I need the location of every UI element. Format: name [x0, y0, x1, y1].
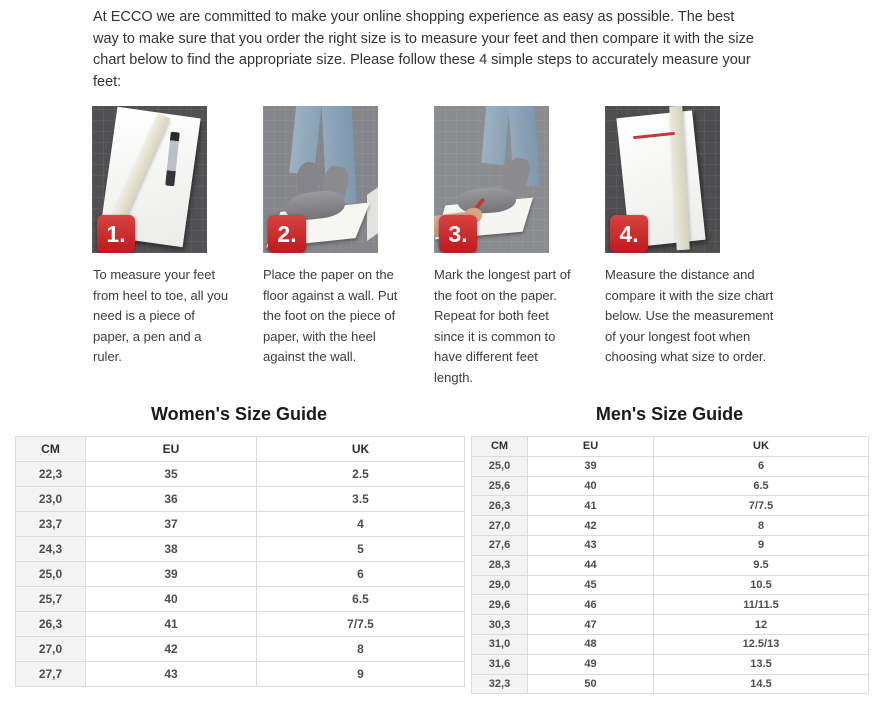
- mens-size-table: [471, 436, 869, 694]
- table-cell: 6: [654, 456, 869, 476]
- table-row: [472, 595, 869, 615]
- table-cell: 31,6: [472, 654, 528, 674]
- column-header: UK: [654, 437, 869, 457]
- table-cell: 29,0: [472, 575, 528, 595]
- table-cell: 12.5/13: [654, 634, 869, 654]
- table-cell: 37: [86, 512, 257, 537]
- column-header: UK: [257, 437, 465, 462]
- table-cell: 47: [528, 615, 654, 635]
- table-cell: 9: [654, 535, 869, 555]
- table-row: [16, 612, 465, 637]
- table-row: [472, 634, 869, 654]
- table-header-row: [16, 437, 465, 462]
- table-cell: 39: [86, 562, 257, 587]
- table-cell: 50: [528, 674, 654, 694]
- table-row: [16, 662, 465, 687]
- table-header-row: [472, 437, 869, 457]
- table-cell: 8: [257, 637, 465, 662]
- table-cell: 38: [86, 537, 257, 562]
- table-row: [16, 537, 465, 562]
- table-row: [472, 456, 869, 476]
- table-cell: 26,3: [16, 612, 86, 637]
- intro-paragraph: At ECCO we are committed to make your online shopping experience as easy as possible. The best way to make sure that you order the right size is to measure your feet and then compare it with the size chart below to find the appropriate size. Please follow these 4 simple steps to accurately measure your feet:: [93, 9, 754, 90]
- step-4-photo: [605, 106, 720, 253]
- column-header: CM: [472, 437, 528, 457]
- column-header: EU: [528, 437, 654, 457]
- table-cell: 23,7: [16, 512, 86, 537]
- table-cell: 4: [257, 512, 465, 537]
- table-cell: 35: [86, 462, 257, 487]
- step-4-caption: Measure the distance and compare it with the size chart below. Use the measurement of your longest foot when choosing what size to order.: [605, 267, 774, 364]
- table-cell: 9.5: [654, 555, 869, 575]
- table-cell: 9: [257, 662, 465, 687]
- column-header: CM: [16, 437, 86, 462]
- table-cell: 32,3: [472, 674, 528, 694]
- step-3-caption: Mark the longest part of the foot on the paper. Repeat for both feet since it is common to have different feet length.: [434, 267, 571, 385]
- step-1-photo: [92, 106, 207, 253]
- step-2-photo: [263, 106, 378, 253]
- table-cell: 43: [86, 662, 257, 687]
- table-cell: 23,0: [16, 487, 86, 512]
- step-1-number-badge: 1.: [97, 215, 135, 253]
- table-cell: 6: [257, 562, 465, 587]
- table-cell: 40: [528, 476, 654, 496]
- table-cell: 45: [528, 575, 654, 595]
- table-cell: 30,3: [472, 615, 528, 635]
- table-cell: 11/11.5: [654, 595, 869, 615]
- table-cell: 6.5: [257, 587, 465, 612]
- step-1-caption: To measure your feet from heel to toe, all you need is a piece of paper, a pen and a ruler.: [93, 267, 229, 364]
- table-row: [16, 637, 465, 662]
- table-cell: 8: [654, 516, 869, 536]
- table-row: [472, 476, 869, 496]
- table-cell: 29,6: [472, 595, 528, 615]
- table-cell: 49: [528, 654, 654, 674]
- table-cell: 22,3: [16, 462, 86, 487]
- table-cell: 25,7: [16, 587, 86, 612]
- table-cell: 31,0: [472, 634, 528, 654]
- table-cell: 24,3: [16, 537, 86, 562]
- step-3-number-badge: 3.: [439, 215, 477, 253]
- table-row: [16, 487, 465, 512]
- mens-size-guide-title: Men's Size Guide: [595, 404, 744, 424]
- table-cell: 2.5: [257, 462, 465, 487]
- table-row: [16, 462, 465, 487]
- table-cell: 40: [86, 587, 257, 612]
- table-cell: 25,0: [472, 456, 528, 476]
- table-row: [16, 512, 465, 537]
- table-cell: 27,6: [472, 535, 528, 555]
- table-cell: 7/7.5: [654, 496, 869, 516]
- table-cell: 27,7: [16, 662, 86, 687]
- table-cell: 26,3: [472, 496, 528, 516]
- table-cell: 41: [86, 612, 257, 637]
- table-cell: 42: [528, 516, 654, 536]
- table-cell: 28,3: [472, 555, 528, 575]
- step-2-number-badge: 2.: [268, 215, 306, 253]
- table-cell: 48: [528, 634, 654, 654]
- table-row: [472, 575, 869, 595]
- womens-size-table: [15, 436, 465, 687]
- step-3-photo: [434, 106, 549, 253]
- table-cell: 44: [528, 555, 654, 575]
- table-cell: 6.5: [654, 476, 869, 496]
- table-cell: 43: [528, 535, 654, 555]
- table-cell: 36: [86, 487, 257, 512]
- table-cell: 39: [528, 456, 654, 476]
- table-cell: 46: [528, 595, 654, 615]
- table-row: [472, 535, 869, 555]
- table-cell: 25,6: [472, 476, 528, 496]
- table-cell: 7/7.5: [257, 612, 465, 637]
- table-cell: 13.5: [654, 654, 869, 674]
- table-cell: 42: [86, 637, 257, 662]
- table-cell: 14.5: [654, 674, 869, 694]
- table-cell: 41: [528, 496, 654, 516]
- table-row: [472, 496, 869, 516]
- table-cell: 27,0: [16, 637, 86, 662]
- table-cell: 3.5: [257, 487, 465, 512]
- jeans-leg: [481, 106, 509, 165]
- table-cell: 10.5: [654, 575, 869, 595]
- table-cell: 25,0: [16, 562, 86, 587]
- table-row: [472, 555, 869, 575]
- wall-edge: [367, 185, 378, 241]
- table-row: [16, 562, 465, 587]
- womens-size-guide-title: Women's Size Guide: [151, 404, 327, 424]
- step-2-caption: Place the paper on the floor against a wall. Put the foot on the piece of paper, with the heel against the wall.: [263, 267, 398, 364]
- table-cell: 27,0: [472, 516, 528, 536]
- table-cell: 12: [654, 615, 869, 635]
- column-header: EU: [86, 437, 257, 462]
- table-row: [472, 654, 869, 674]
- table-cell: 5: [257, 537, 465, 562]
- table-row: [472, 615, 869, 635]
- table-row: [472, 674, 869, 694]
- table-row: [16, 587, 465, 612]
- table-row: [472, 516, 869, 536]
- step-4-number-badge: 4.: [610, 215, 648, 253]
